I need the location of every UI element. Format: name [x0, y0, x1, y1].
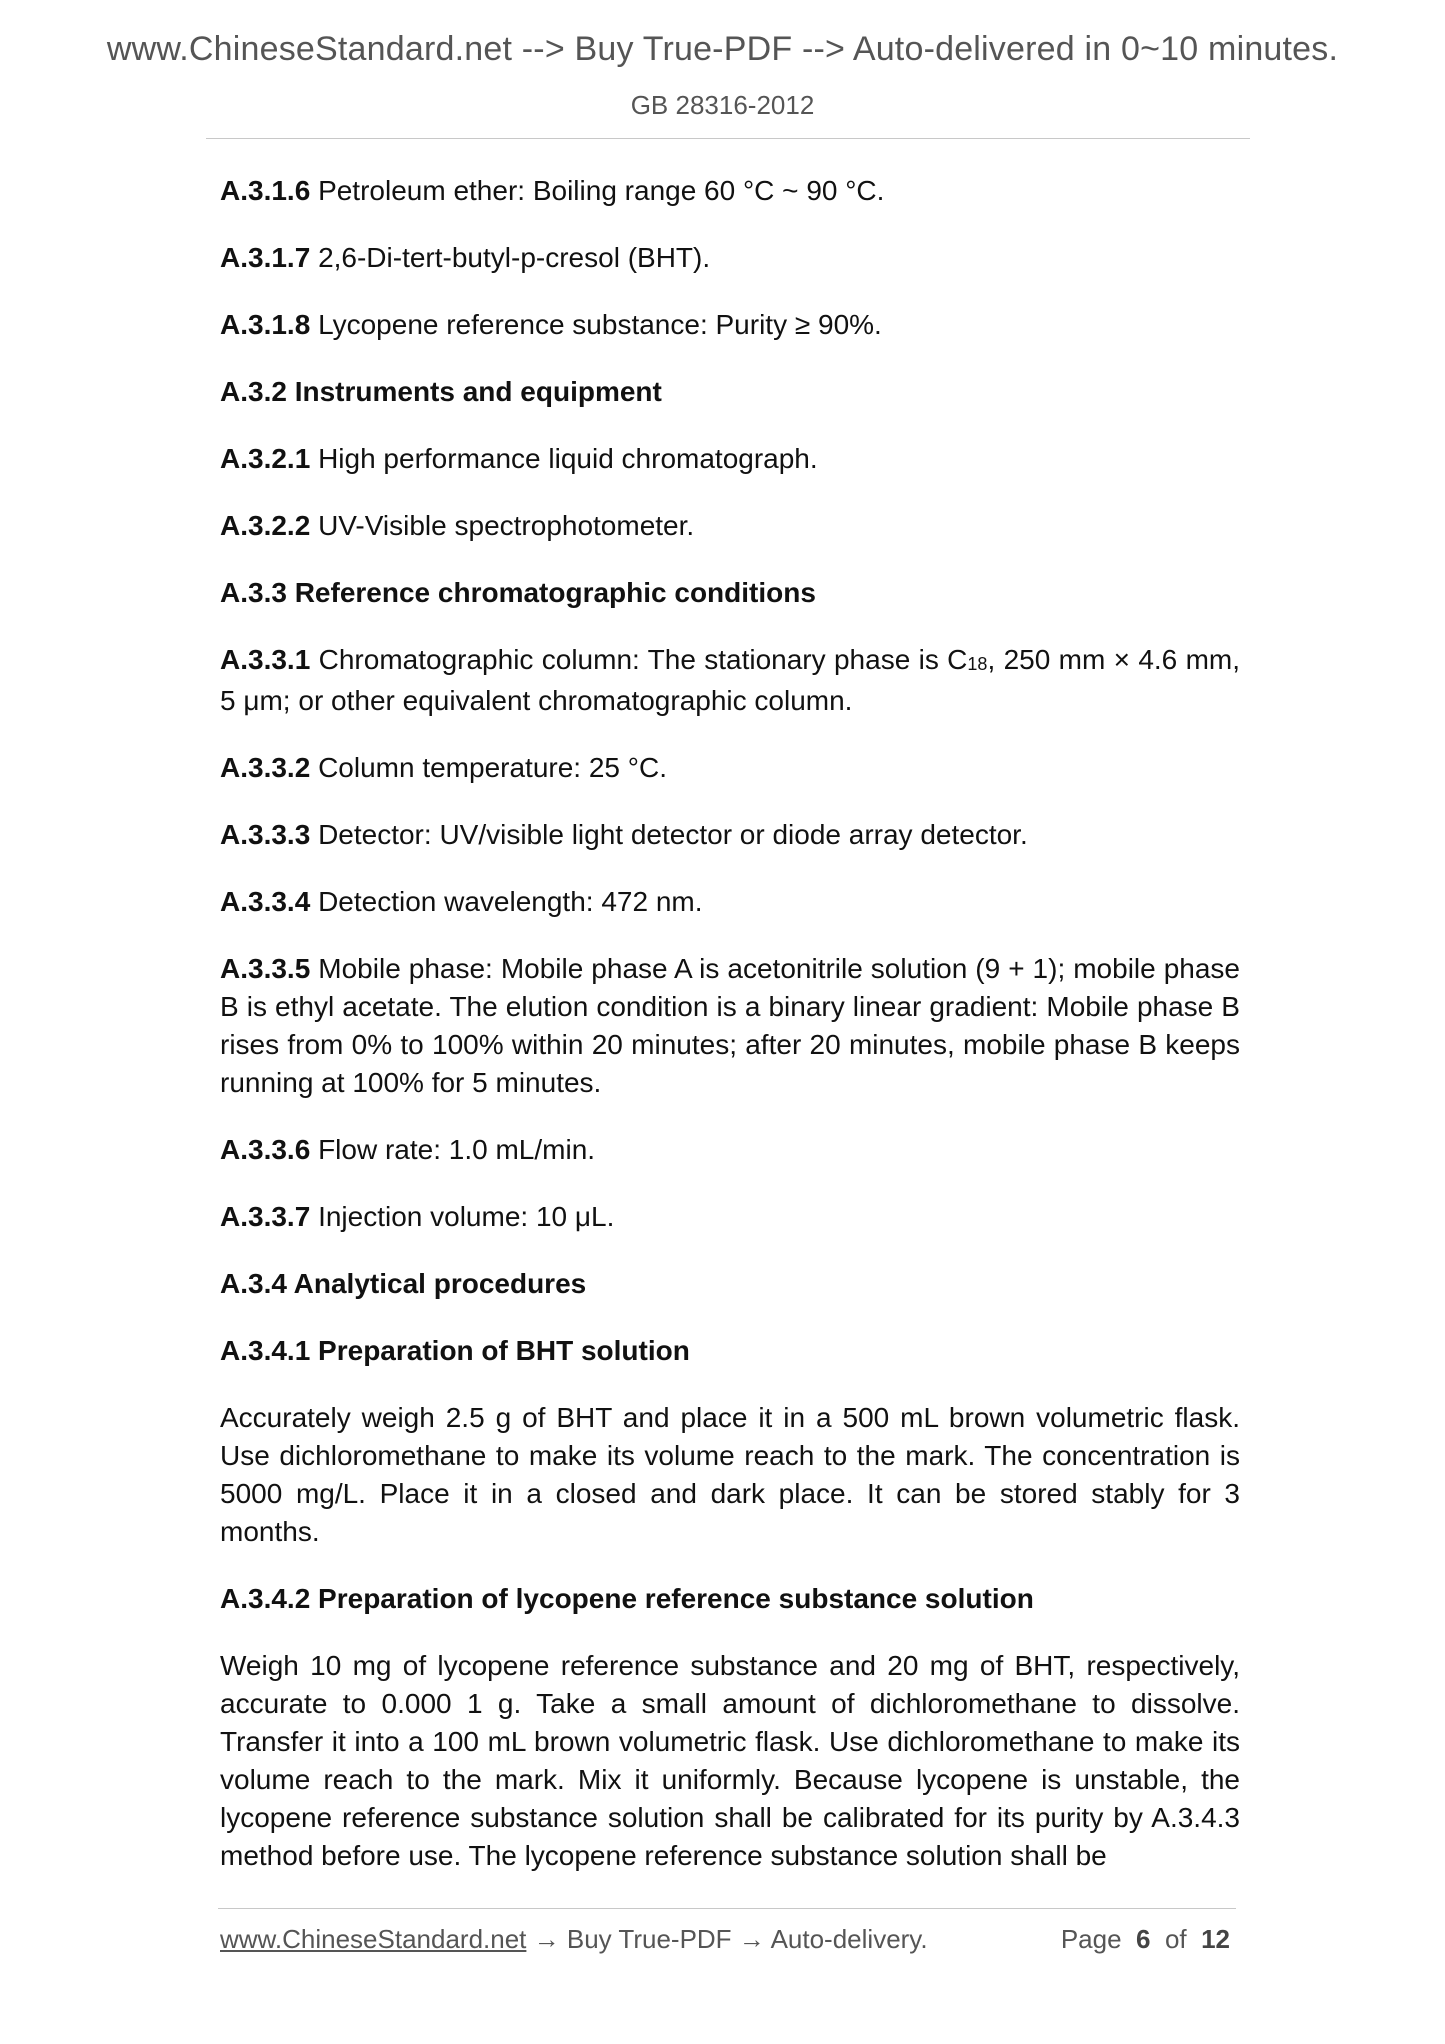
body-paragraph: Weigh 10 mg of lycopene reference substance and 20 mg of BHT, respectively, accurate to 0.000 1 g. Take a small amount of dichloromethane to dissolve. Transfer it into a 100 mL brown volumetric flask. Use dichloromethane to make its volume reach to the mark. Mix it uniformly. Because lycopene is unstable, the lycopene reference substance solution shall be calibrated for its purity by A.3.4.3 method before use. The lycopene reference substance solution shall be	[220, 1650, 1240, 1871]
current-page: 6	[1136, 1924, 1151, 1954]
clause-number: A.3.3.7	[220, 1201, 311, 1232]
clause-number: A.3.2.2	[220, 510, 311, 541]
clause-text: Lycopene reference substance: Purity ≥ 90%.	[318, 309, 882, 340]
clause-number: A.3.1.6	[220, 175, 311, 206]
clause-number: A.3.3.5	[220, 953, 311, 984]
page-footer	[220, 1924, 1230, 1955]
clause-number: A.3.3.2	[220, 752, 311, 783]
clause-paragraph	[220, 1131, 1240, 1169]
clause-number: A.3.3.6	[220, 1134, 311, 1165]
footer-divider	[218, 1908, 1236, 1909]
clause-text: Detection wavelength: 472 nm.	[318, 886, 703, 917]
section-heading: A.3.3 Reference chromatographic conditions	[220, 577, 816, 608]
section-heading: A.3.4.2 Preparation of lycopene reference substance solution	[220, 1583, 1034, 1614]
header-divider	[206, 138, 1250, 139]
clause-paragraph	[220, 1198, 1240, 1236]
body-paragraph: Accurately weigh 2.5 g of BHT and place it in a 500 mL brown volumetric flask. Use dichloromethane to make its volume reach to the mark. The concentration is 5000 mg/L. Place it in a closed and dark place. It can be stored stably for 3 months.	[220, 1402, 1240, 1547]
clause-paragraph	[220, 950, 1240, 1102]
clause-number: A.3.1.8	[220, 309, 311, 340]
section-heading: A.3.4.1 Preparation of BHT solution	[220, 1335, 690, 1366]
clause-paragraph	[220, 883, 1240, 921]
site-banner: www.ChineseStandard.net --> Buy True-PDF --> Auto-delivered in 0~10 minutes.	[106, 30, 1339, 68]
clause-text: Mobile phase: Mobile phase A is acetonitrile solution (9 + 1); mobile phase B is ethyl acetate. The elution condition is a binary linear gradient: Mobile phase B rises from 0% to 100% within 20 minutes; after 20 minutes, mobile phase B keeps running at 100% for 5 minutes.	[220, 953, 1240, 1098]
clause-paragraph	[220, 749, 1240, 787]
section-heading: A.3.4 Analytical procedures	[220, 1268, 587, 1299]
clause-text: 2,6-Di-tert-butyl-p-cresol (BHT).	[318, 242, 711, 273]
clause-text: Injection volume: 10 μL.	[318, 1201, 615, 1232]
clause-number: A.3.2.1	[220, 443, 311, 474]
total-pages: 12	[1201, 1924, 1230, 1954]
clause-paragraph	[220, 641, 1240, 720]
clause-text: Chromatographic column: The stationary phase is C	[318, 644, 968, 675]
page-indicator	[1061, 1924, 1230, 1955]
footer-tagline: → Buy True-PDF → Auto-delivery.	[526, 1924, 928, 1954]
clause-paragraph	[220, 306, 1240, 344]
clause-paragraph	[220, 239, 1240, 277]
clause-number: A.3.3.4	[220, 886, 311, 917]
document-body	[220, 172, 1240, 1904]
section-heading: A.3.2 Instruments and equipment	[220, 376, 662, 407]
clause-paragraph	[220, 172, 1240, 210]
clause-paragraph	[220, 507, 1240, 545]
clause-text: High performance liquid chromatograph.	[318, 443, 818, 474]
clause-text: Column temperature: 25 °C.	[318, 752, 667, 783]
clause-number: A.3.3.3	[220, 819, 311, 850]
of-label: of	[1164, 1924, 1187, 1954]
clause-paragraph	[220, 440, 1240, 478]
clause-paragraph	[220, 816, 1240, 854]
subscript: 18	[967, 654, 988, 674]
clause-number: A.3.1.7	[220, 242, 311, 273]
standard-number: GB 28316-2012	[630, 90, 815, 120]
clause-text: Petroleum ether: Boiling range 60 °C ~ 90 °C.	[318, 175, 885, 206]
clause-number: A.3.3.1	[220, 644, 311, 675]
footer-site-link[interactable]: www.ChineseStandard.net	[220, 1924, 527, 1954]
clause-text: Flow rate: 1.0 mL/min.	[318, 1134, 596, 1165]
page-label: Page	[1060, 1924, 1122, 1954]
clause-text: UV-Visible spectrophotometer.	[318, 510, 695, 541]
clause-text: Detector: UV/visible light detector or diode array detector.	[318, 819, 1028, 850]
clause-text: , 250 mm × 4.6 mm, 5 μm; or other equivalent chromatographic column.	[220, 644, 1241, 716]
